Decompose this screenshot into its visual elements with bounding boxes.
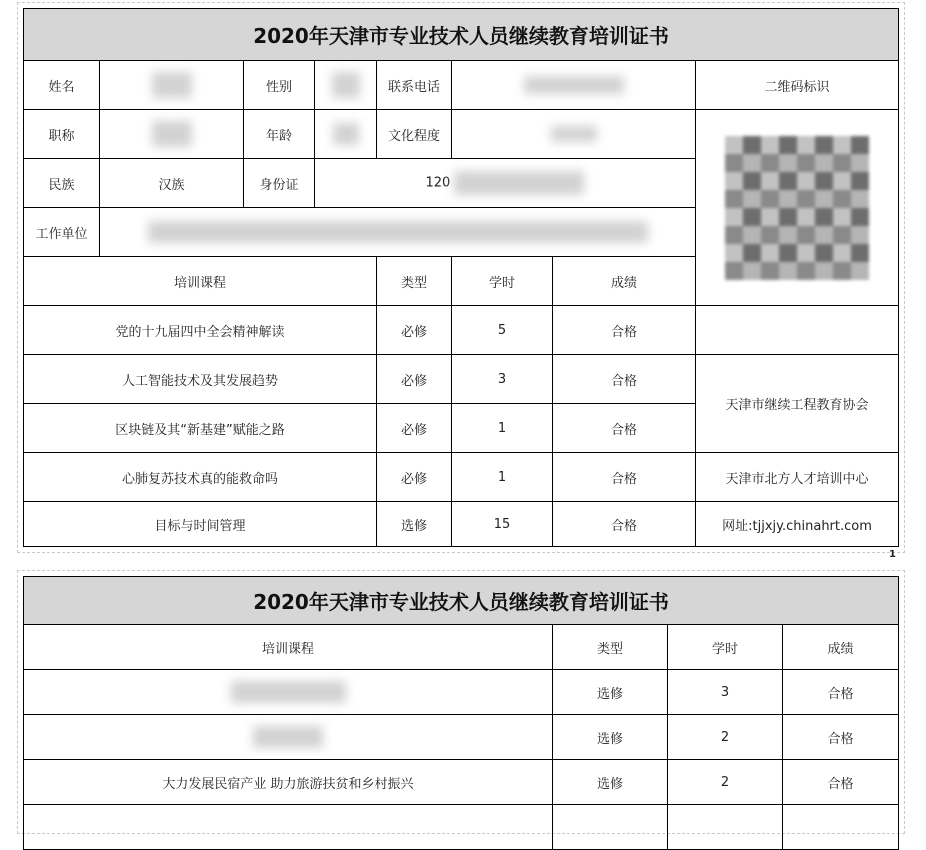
hours-header: 学时: [668, 625, 783, 670]
course-header: 培训课程: [24, 257, 377, 306]
course-hours: 3: [452, 355, 553, 404]
course-type: 必修: [377, 453, 452, 502]
id-card-label: 身份证: [244, 159, 315, 208]
course-hours: 15: [452, 502, 553, 547]
qr-label: 二维码标识: [696, 61, 899, 110]
course-name: [24, 715, 553, 760]
side-blank-cell: [696, 306, 899, 355]
type-header: 类型: [553, 625, 668, 670]
course-grade: 合格: [553, 453, 696, 502]
course-grade: [783, 805, 899, 850]
gender-value: [315, 61, 377, 110]
course-type: [553, 805, 668, 850]
course-hours: 2: [668, 715, 783, 760]
course-grade: 合格: [783, 760, 899, 805]
course-type: 选修: [377, 502, 452, 547]
workplace-label: 工作单位: [24, 208, 100, 257]
table-row: [24, 715, 899, 760]
title-value: [100, 110, 244, 159]
course-name: 目标与时间管理: [24, 502, 377, 547]
association-name: 天津市继续工程教育协会: [696, 355, 899, 453]
course-grade: 合格: [553, 355, 696, 404]
course-type: 选修: [553, 760, 668, 805]
course-name: 大力发展民宿产业 助力旅游扶贫和乡村振兴: [24, 760, 553, 805]
website-url: 网址:tjjxjy.chinahrt.com: [696, 502, 899, 547]
course-name: [24, 670, 553, 715]
course-hours: 1: [452, 404, 553, 453]
course-grade: 合格: [553, 404, 696, 453]
course-type: 必修: [377, 306, 452, 355]
id-card-value: [315, 159, 696, 208]
course-type: 必修: [377, 404, 452, 453]
course-hours: 3: [668, 670, 783, 715]
certificate-title: 2020年天津市专业技术人员继续教育培训证书: [24, 9, 899, 61]
course-type: 必修: [377, 355, 452, 404]
page-number: 1: [889, 549, 896, 560]
table-row: [24, 453, 899, 502]
phone-value: [452, 61, 696, 110]
course-type: 选修: [553, 715, 668, 760]
certificate-title-page-2: 2020年天津市专业技术人员继续教育培训证书: [24, 577, 899, 625]
certificate-table-page-2: [23, 576, 899, 850]
course-name: 党的十九届四中全会精神解读: [24, 306, 377, 355]
course-header: 培训课程: [24, 625, 553, 670]
table-row: [24, 502, 899, 547]
table-row: [24, 306, 899, 355]
table-row: [24, 670, 899, 715]
title-label: 职称: [24, 110, 100, 159]
course-name: 心肺复苏技术真的能救命吗: [24, 453, 377, 502]
type-header: 类型: [377, 257, 452, 306]
certificate-table-page-1: [23, 8, 899, 547]
table-row: [24, 355, 899, 404]
table-row: [24, 805, 899, 850]
course-grade: 合格: [553, 502, 696, 547]
course-hours: 2: [668, 760, 783, 805]
id-card-prefix: 120: [425, 175, 451, 191]
workplace-value: [100, 208, 696, 257]
course-name: [24, 805, 553, 850]
age-value: [315, 110, 377, 159]
name-label: 姓名: [24, 61, 100, 110]
phone-label: 联系电话: [377, 61, 452, 110]
grade-header: 成绩: [783, 625, 899, 670]
ethnicity-value: 汉族: [100, 159, 244, 208]
qr-code-image: [725, 136, 869, 280]
course-grade: 合格: [783, 715, 899, 760]
education-label: 文化程度: [377, 110, 452, 159]
course-grade: 合格: [553, 306, 696, 355]
grade-header: 成绩: [553, 257, 696, 306]
course-hours: 1: [452, 453, 553, 502]
hours-header: 学时: [452, 257, 553, 306]
name-value: [100, 61, 244, 110]
course-hours: [668, 805, 783, 850]
training-center-name: 天津市北方人才培训中心: [696, 453, 899, 502]
qr-code-cell: [696, 110, 899, 306]
course-name: 人工智能技术及其发展趋势: [24, 355, 377, 404]
ethnicity-label: 民族: [24, 159, 100, 208]
course-name: 区块链及其“新基建”赋能之路: [24, 404, 377, 453]
table-row: [24, 760, 899, 805]
course-hours: 5: [452, 306, 553, 355]
age-label: 年龄: [244, 110, 315, 159]
education-value: [452, 110, 696, 159]
gender-label: 性别: [244, 61, 315, 110]
course-type: 选修: [553, 670, 668, 715]
course-grade: 合格: [783, 670, 899, 715]
